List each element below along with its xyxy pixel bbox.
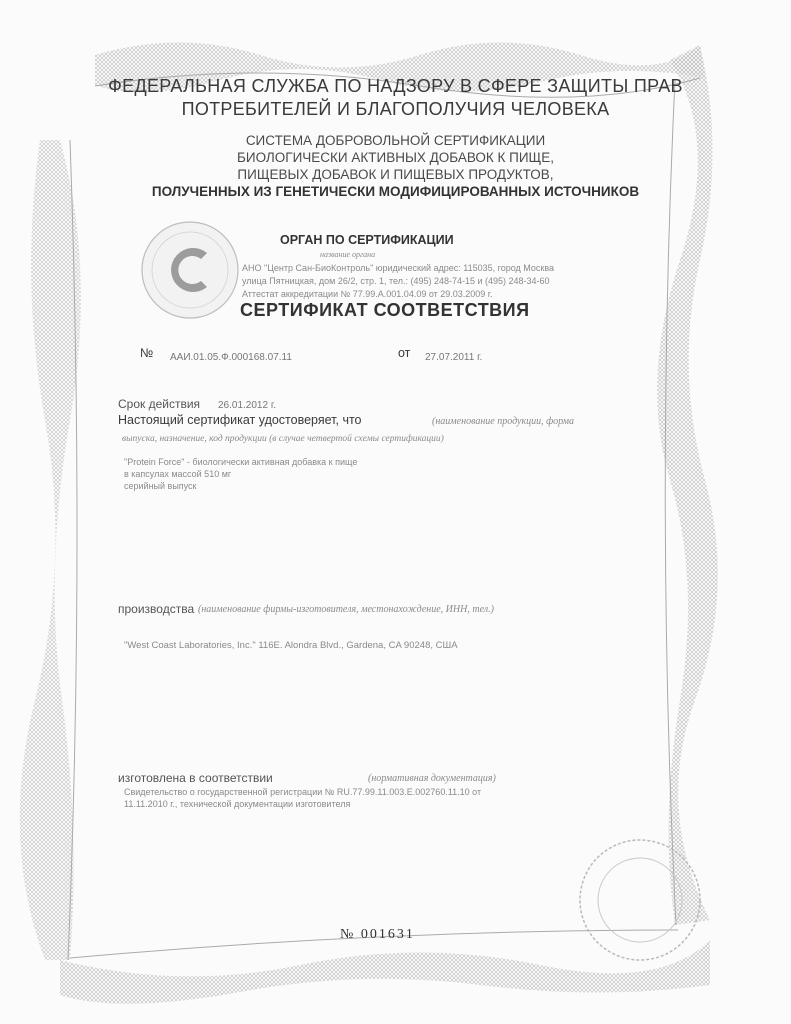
made-label: изготовлена в соответствии xyxy=(118,771,273,785)
organ-title: ОРГАН ПО СЕРТИФИКАЦИИ xyxy=(280,233,454,247)
product-line-2: в капсулах массой 510 мг xyxy=(124,469,232,479)
producer-value: "West Coast Laboratories, Inc." 116E. Alondra Blvd., Gardena, CA 90248, США xyxy=(124,640,458,651)
made-line-1: Свидетельство о государственной регистрации № RU.77.99.11.003.Е.002760.11.10 от xyxy=(124,787,482,797)
certifies-label: Настоящий сертификат удостоверяет, что xyxy=(118,413,362,427)
seal-stamp xyxy=(570,830,710,970)
certificate-number: ААИ.01.05.Ф.000168.07.11 xyxy=(170,352,292,363)
system-line-3: ПИЩЕВЫХ ДОБАВОК И ПИЩЕВЫХ ПРОДУКТОВ, xyxy=(237,167,554,182)
producer-hint: (наименование фирмы-изготовителя, местонахождение, ИНН, тел.) xyxy=(198,604,494,615)
validity-value: 26.01.2012 г. xyxy=(218,400,277,411)
number-label: № xyxy=(140,346,154,360)
product-line-3: серийный выпуск xyxy=(124,481,197,491)
organ-hint: название органа xyxy=(320,250,376,259)
system-line-2: БИОЛОГИЧЕСКИ АКТИВНЫХ ДОБАВОК К ПИЩЕ, xyxy=(237,150,554,165)
certificate-date: 27.07.2011 г. xyxy=(425,352,483,363)
certifies-hint-2: выпуска, назначение, код продукции (в случае четвертой схемы сертификации) xyxy=(122,434,444,444)
serial-number: № 001631 xyxy=(340,927,415,942)
made-line-2: 11.11.2010 г., технической документации изготовителя xyxy=(124,799,351,809)
made-hint: (нормативная документация) xyxy=(368,773,496,784)
agency-line-2: ПОТРЕБИТЕЛЕЙ И БЛАГОПОЛУЧИЯ ЧЕЛОВЕКА xyxy=(181,99,610,119)
agency-line-1: ФЕДЕРАЛЬНАЯ СЛУЖБА ПО НАДЗОРУ В СФЕРЕ ЗАЩИТЫ ПРАВ xyxy=(108,76,683,96)
certifies-hint: (наименование продукции, форма xyxy=(432,416,575,427)
producer-label: производства xyxy=(118,602,195,616)
organ-accreditation-line: Аттестат аккредитации № 77.99.А.001.04.09 от 29.03.2009 г. xyxy=(242,289,493,299)
certificate-title: СЕРТИФИКАТ СООТВЕТСТВИЯ xyxy=(240,300,530,320)
system-line-1: СИСТЕМА ДОБРОВОЛЬНОЙ СЕРТИФИКАЦИИ xyxy=(245,133,546,148)
organ-address-line-2: улица Пятницкая, дом 26/2, стр. 1, тел.: (495) 248-74-15 и (495) 248-34-60 xyxy=(242,276,550,286)
system-line-4: ПОЛУЧЕННЫХ ИЗ ГЕНЕТИЧЕСКИ МОДИФИЦИРОВАННЫХ ИСТОЧНИКОВ xyxy=(151,184,640,199)
certification-emblem xyxy=(135,215,245,325)
date-label: от xyxy=(398,346,411,360)
product-line-1: "Protein Force" - биологически активная добавка к пище xyxy=(124,457,358,467)
validity-label: Срок действия xyxy=(118,397,201,411)
organ-address-line-1: АНО "Центр Сан-БиоКонтроль" юридический адрес: 115035, город Москва xyxy=(242,263,555,273)
